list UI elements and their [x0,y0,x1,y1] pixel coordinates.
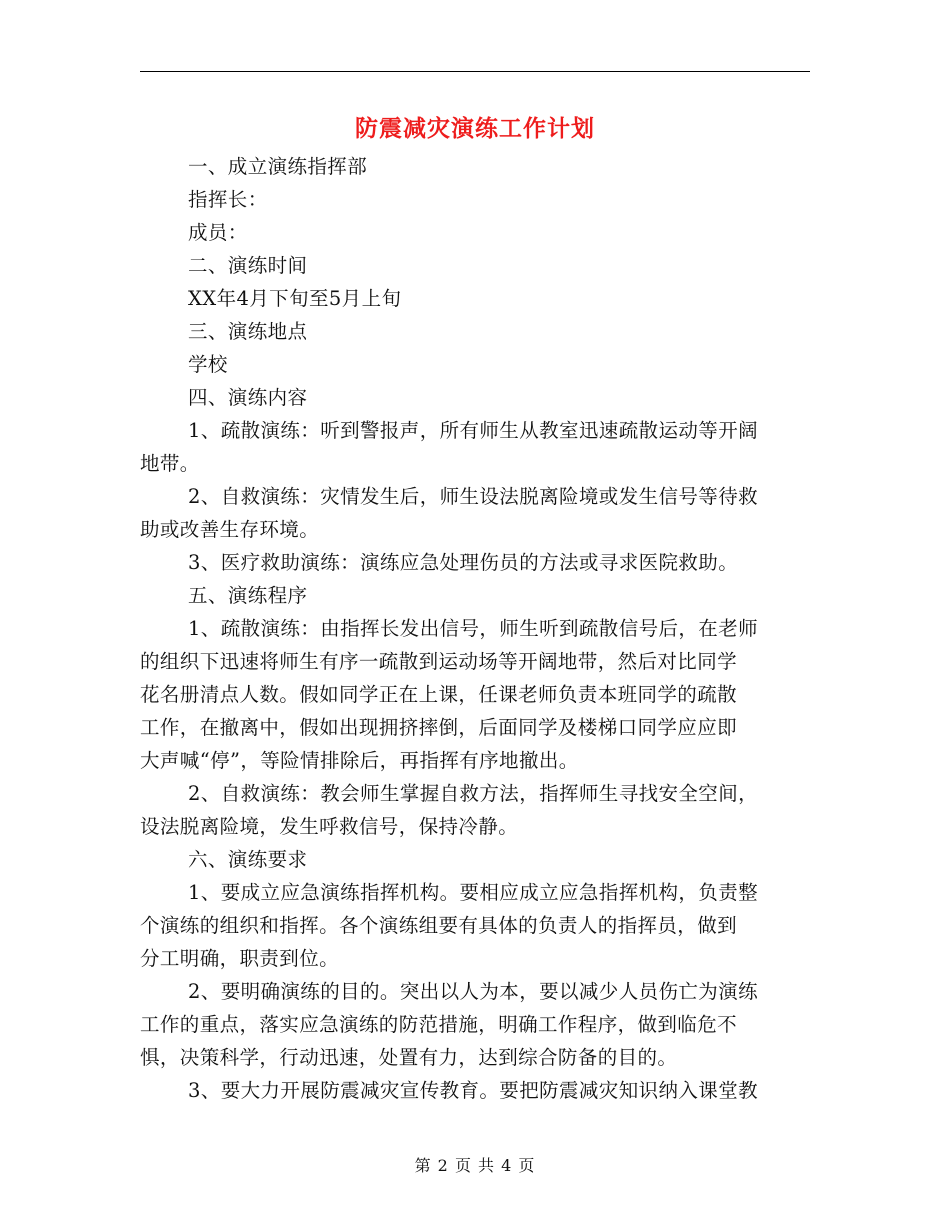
section-heading-6: 六、演练要求 [188,848,308,871]
paragraph-line: 2、自救演练：灾情发生后，师生设法脱离险境或发生信号等待救 [188,485,759,508]
header-rule [140,71,810,72]
paragraph-line: 工作的重点，落实应急演练的防范措施，明确工作程序，做到临危不 [140,1013,738,1036]
section-heading-5: 五、演练程序 [188,584,308,607]
paragraph-line: 学校 [188,353,228,376]
page-footer: 第 2 页 共 4 页 [414,1156,536,1175]
paragraph-line: 3、医疗救助演练：演练应急处理伤员的方法或寻求医院救助。 [188,551,739,574]
paragraph-line: 设法脱离险境，发生呼救信号，保持冷静。 [140,815,519,838]
section-heading-2: 二、演练时间 [188,254,308,277]
paragraph-line: 1、疏散演练：由指挥长发出信号，师生听到疏散信号后，在老师 [188,617,759,640]
paragraph-line: 个演练的组织和指挥。各个演练组要有具体的负责人的指挥员，做到 [140,914,738,937]
paragraph-line: 大声喊“停”，等险情排除后，再指挥有序地撤出。 [140,749,579,772]
document-body [140,150,810,1107]
section-heading-3: 三、演练地点 [188,320,308,343]
paragraph-line: 惧，决策科学，行动迅速，处置有力，达到综合防备的目的。 [140,1046,678,1069]
paragraph-line: 2、要明确演练的目的。突出以人为本，要以减少人员伤亡为演练 [188,980,759,1003]
paragraph-line: 地带。 [140,452,200,475]
paragraph-line: 2、自救演练：教会师生掌握自救方法，指挥师生寻找安全空间， [188,782,759,805]
paragraph-line: 的组织下迅速将师生有序一疏散到运动场等开阔地带，然后对比同学 [140,650,738,673]
paragraph-line: 1、疏散演练：听到警报声，所有师生从教室迅速疏散运动等开阔 [188,419,759,442]
paragraph-line: 花名册清点人数。假如同学正在上课，任课老师负责本班同学的疏散 [140,683,738,706]
paragraph-line: 成员： [188,221,248,244]
paragraph-line: 指挥长： [188,188,268,211]
document-title: 防震减灾演练工作计划 [355,116,595,142]
paragraph-line: 1、要成立应急演练指挥机构。要相应成立应急指挥机构，负责整 [188,881,759,904]
section-heading-4: 四、演练内容 [188,386,308,409]
paragraph-line: 助或改善生存环境。 [140,518,320,541]
paragraph-line: XX年4月下旬至5月上旬 [188,287,402,310]
paragraph-line: 工作，在撤离中，假如出现拥挤摔倒，后面同学及楼梯口同学应应即 [140,716,738,739]
paragraph-line: 分工明确，职责到位。 [140,947,340,970]
section-heading-1: 一、成立演练指挥部 [188,155,368,178]
paragraph-line: 3、要大力开展防震减灾宣传教育。要把防震减灾知识纳入课堂教 [188,1079,759,1102]
